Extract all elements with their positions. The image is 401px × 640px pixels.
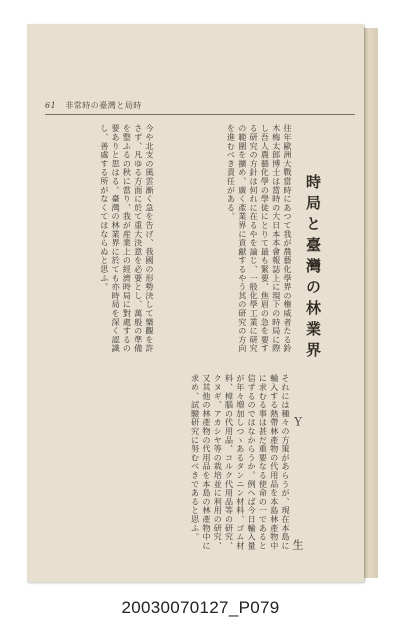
body-text-left: 今や北支の風雲漸く急を告げ、我國の形勢決して樂觀を許さず、凡ゆる方面に於て重大決意を必要とし、萬般の準備を整ふるの秋に當り、我が産業上の經濟時局に對處するの要ありと思はる。臺灣の林業界に於ても亦時局を深く認識し、善處する所がなくてはならぬと思ふ。	[99, 124, 155, 353]
header-rule	[45, 114, 355, 115]
image-caption: 20030070127_P079	[121, 598, 280, 617]
article-author: Ｙ 生	[291, 416, 304, 580]
page-edge	[364, 28, 378, 578]
body-text-right: 往年歐洲大戰當時にあつて我が農藝化學界の権威者たる鈴木梅太郎博士は當時の大日本本會報誌上に現下の時局に際し吾人農藝化學の學徒にとりて最も緊要、焦眉の急を要する研究の方針は何れに在るやを論じ、一般化學工業に研究の範圍を擴め、廣く產業界に貢獻するやう其の研究の方向を進むべき責任がある。	[226, 124, 293, 353]
body-text-bottom: それには種々の方策があらうが、現在本島に輸入する熱帶林產物の代用品を本島林產物中に求むる事は甚だ重要なる使命の一であると信ずるのではなからうか。例へば今日輸入量が年々増加しつゝあるタンニン材料、ゴム材料、樟腦の代用品、コルク代用品等の研究、クヌギ、アカシヤ等の栽培並に利用の研究、又其他の林產物の代用品を本島の林產物中に求め、試驗研究に努むべきであると思ふ。	[190, 374, 291, 550]
article-title: 時局と臺灣の林業界	[304, 174, 322, 363]
running-head-title: 非常時の臺灣と局時	[65, 101, 142, 110]
running-head	[45, 100, 142, 112]
document-page	[27, 24, 364, 582]
page-number: 61	[45, 101, 57, 110]
